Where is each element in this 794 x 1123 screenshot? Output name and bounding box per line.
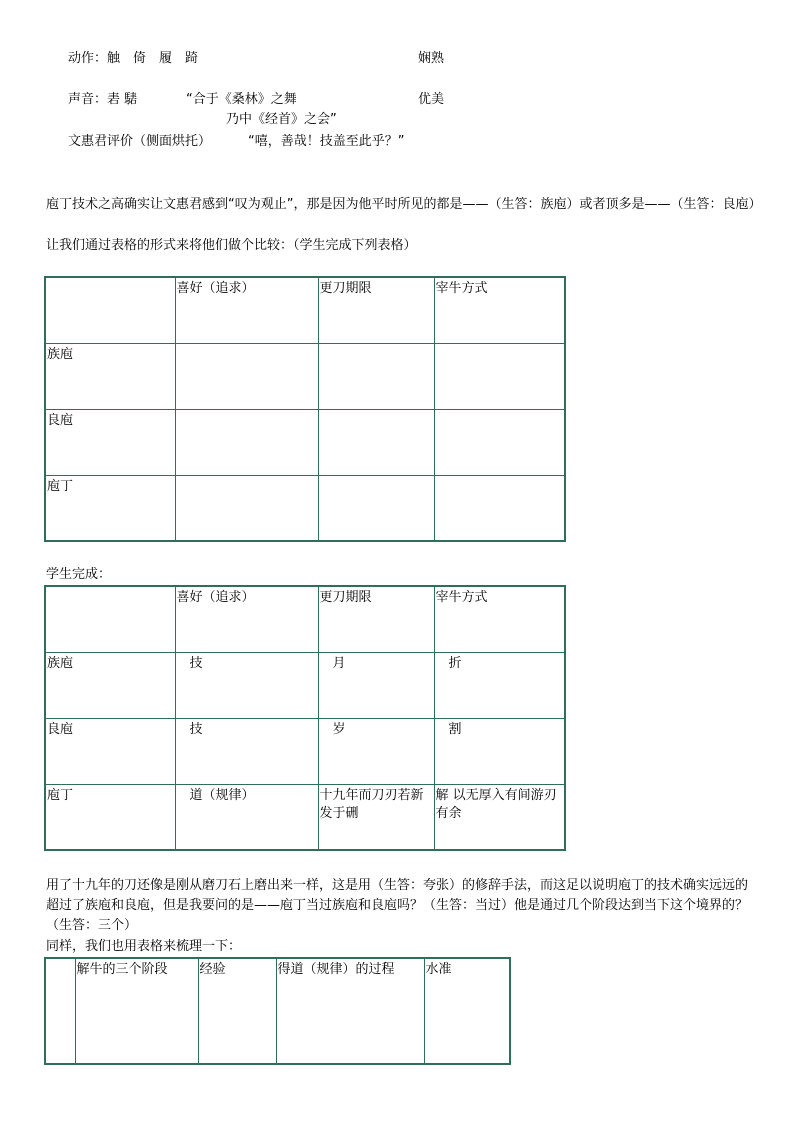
sound-evaluation: 优美	[418, 92, 445, 107]
table-header-cell	[45, 586, 175, 652]
transition-paragraph: 同样，我们也用表格来梳理一下：	[46, 939, 242, 954]
sound-label: 声音：砉 騞	[68, 92, 138, 107]
table-cell	[434, 343, 565, 409]
table-cell: 技	[175, 652, 318, 718]
table-cell: 割	[434, 718, 565, 784]
action-label: 动作：触 倚 履 踦	[68, 51, 199, 66]
table-row	[45, 784, 565, 850]
intro-instruction: 让我们通过表格的形式来将他们做个比较：（学生完成下列表格）	[46, 238, 417, 253]
table-cell: 岁	[318, 718, 434, 784]
table-cell	[318, 409, 434, 475]
table-header-cell: 水准	[424, 958, 510, 1064]
table-row	[45, 652, 565, 718]
action-evaluation: 娴熟	[418, 51, 445, 66]
table-cell: 道（规律）	[175, 784, 318, 850]
table-cell: 十九年而刀刃若新发于硎	[318, 784, 434, 850]
comment-quote: “嘻，善哉！技盖至此乎？”	[248, 134, 405, 149]
intro-paragraph: 庖丁技术之高确实让文惠君感到“叹为观止”，那是因为他平时所见的都是——（生答：族庖）或者顶多是——（生答：良庖）	[46, 197, 762, 212]
table-cell	[434, 475, 565, 541]
analysis-paragraph: 用了十九年的刀还像是刚从磨刀石上磨出来一样，这是用（生答：夸张）的修辞手法，而这足以说明庖丁的技术确实远远的超过了族庖和良庖，但是我要问的是——庖丁当过族庖和良庖吗？（生答：当过）他是通过几个阶段达到当下这个境界的？（生答：三个）	[46, 878, 749, 933]
table-cell	[175, 475, 318, 541]
table-cell: 技	[175, 718, 318, 784]
row-label: 族庖	[45, 652, 175, 718]
table-cell: 折	[434, 652, 565, 718]
row-label: 族庖	[45, 343, 175, 409]
table-cell	[318, 343, 434, 409]
table-row	[45, 343, 565, 409]
table-header-cell	[45, 958, 75, 1064]
table-cell	[434, 409, 565, 475]
table-cell: 解 以无厚入有间游刃有余	[434, 784, 565, 850]
table-header-cell: 解牛的三个阶段	[75, 958, 198, 1064]
table-header-cell: 宰牛方式	[434, 277, 565, 343]
sound-quote-line1: “合于《桑林》之舞	[186, 92, 297, 107]
table-header-cell: 经验	[198, 958, 276, 1064]
table-row	[45, 409, 565, 475]
table-header-cell: 喜好（追求）	[175, 277, 318, 343]
table-header-cell: 喜好（追求）	[175, 586, 318, 652]
table-cell	[175, 409, 318, 475]
comment-label: 文惠君评价（侧面烘托）	[68, 134, 212, 149]
table-row	[45, 718, 565, 784]
row-label: 庖丁	[45, 475, 175, 541]
table-header-cell: 更刀期限	[318, 277, 434, 343]
sound-quote-line2: 乃中《经首》之会”	[226, 112, 337, 127]
table-header-cell: 宰牛方式	[434, 586, 565, 652]
table-cell: 月	[318, 652, 434, 718]
row-label: 庖丁	[45, 784, 175, 850]
table-header-cell	[45, 277, 175, 343]
table-header-cell: 得道（规律）的过程	[276, 958, 424, 1064]
table-cell	[318, 475, 434, 541]
row-label: 良庖	[45, 409, 175, 475]
row-label: 良庖	[45, 718, 175, 784]
comparison-table-empty	[44, 276, 566, 542]
student-complete-label: 学生完成：	[46, 567, 112, 582]
stages-table	[44, 957, 511, 1065]
comparison-table-filled	[44, 585, 566, 851]
table-cell	[175, 343, 318, 409]
table-row	[45, 475, 565, 541]
table-header-cell: 更刀期限	[318, 586, 434, 652]
